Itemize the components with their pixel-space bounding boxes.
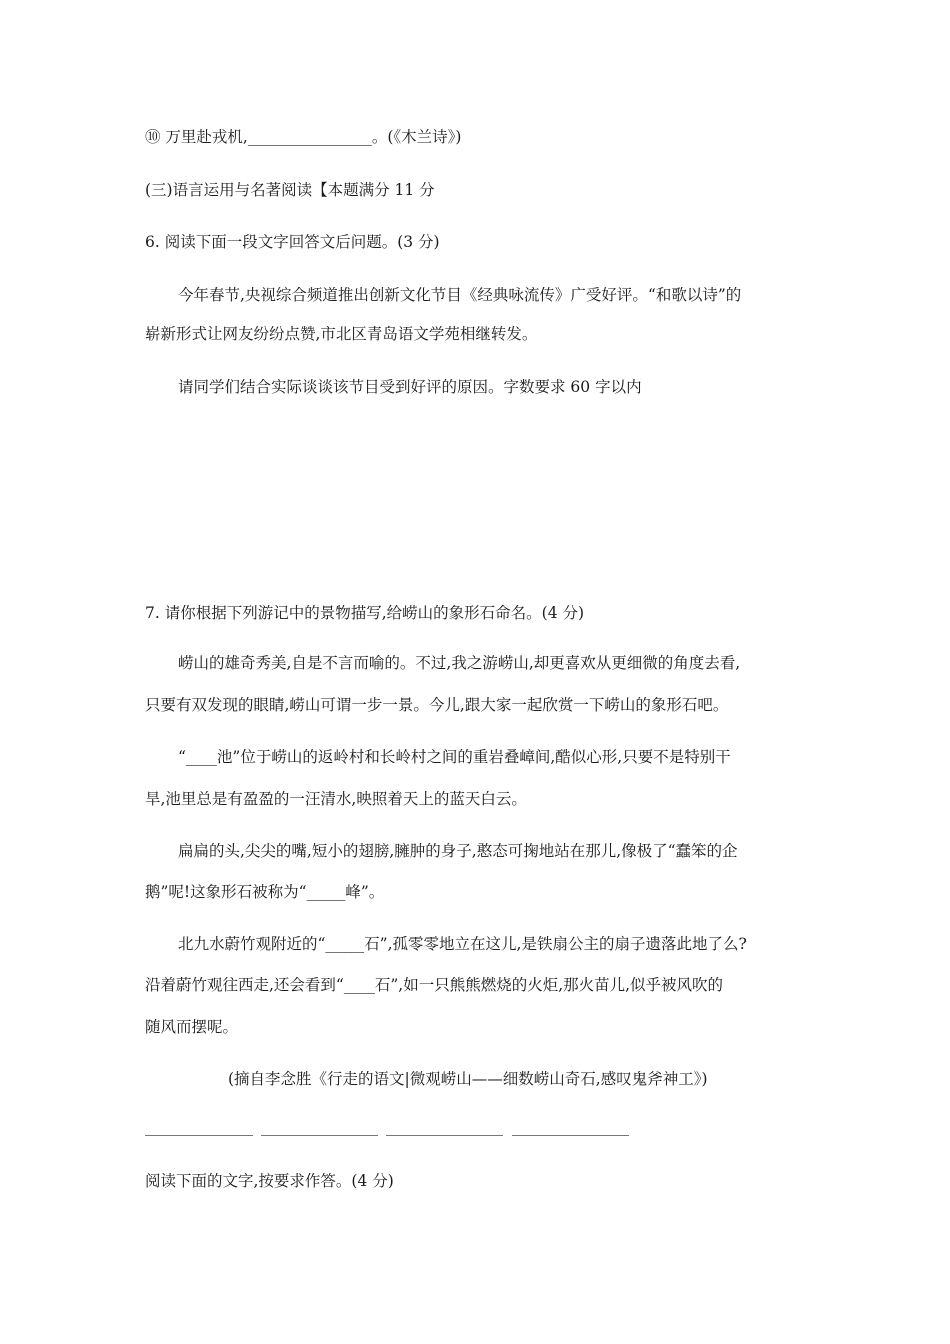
q6-instruction: 请同学们结合实际谈谈该节目受到好评的原因。字数要求 60 字以内 <box>178 378 642 396</box>
q7-paragraph-4-line-1: 北九水蔚竹观附近的“_____石”,孤零零地立在这儿,是铁扇公主的扇子遗落此地了么? <box>178 935 747 953</box>
source-citation: (摘自李念胜《行走的语文|微观崂山——细数崂山奇石,感叹鬼斧神工》) <box>228 1070 708 1088</box>
question-7-heading: 7. 请你根据下列游记中的景物描写,给崂山的象形石命名。(4 分) <box>145 604 585 622</box>
reading-instruction: 阅读下面的文字,按要求作答。(4 分) <box>145 1172 394 1190</box>
q7-paragraph-3-line-1: 扁扁的头,尖尖的嘴,短小的翅膀,臃肿的身子,憨态可掬地站在那儿,像极了“蠢笨的企 <box>178 842 738 860</box>
q7-paragraph-3-line-2: 鹅”呢!这象形石被称为“_____峰”。 <box>145 883 385 901</box>
q7-paragraph-2-line-1: “____池”位于崂山的返岭村和长岭村之间的重岩叠嶂间,酷似心形,只要不是特别干 <box>178 748 731 766</box>
q7-paragraph-1-line-2: 只要有双发现的眼睛,崂山可谓一步一景。今儿,跟大家一起欣赏一下崂山的象形石吧。 <box>145 696 729 714</box>
q6-paragraph-line-1: 今年春节,央视综合频道推出创新文化节目《经典咏流传》广受好评。“和歌以诗”的 <box>178 286 742 304</box>
q6-paragraph-line-2: 崭新形式让网友纷纷点赞,市北区青岛语文学苑相继转发。 <box>145 325 538 343</box>
answer-blank-4[interactable] <box>512 1135 629 1136</box>
q7-paragraph-4-line-2: 沿着蔚竹观往西走,还会看到“____石”,如一只熊熊燃烧的火炬,那火苗儿,似乎被风吹的 <box>145 976 724 994</box>
q7-paragraph-4-line-3: 随风而摆呢。 <box>145 1018 239 1036</box>
answer-blank-2[interactable] <box>261 1135 378 1136</box>
answer-blank-3[interactable] <box>386 1135 503 1136</box>
question-6-heading: 6. 阅读下面一段文字回答文后问题。(3 分) <box>145 233 440 251</box>
q7-paragraph-1-line-1: 崂山的雄奇秀美,自是不言而喻的。不过,我之游崂山,却更喜欢从更细微的角度去看, <box>178 654 741 672</box>
section-heading: (三)语言运用与名著阅读【本题满分 11 分 <box>145 181 435 199</box>
answer-blank-1[interactable] <box>145 1135 253 1136</box>
poem-fill-line: ⑩ 万里赴戎机,________________。(《木兰诗》) <box>145 128 462 146</box>
q7-paragraph-2-line-2: 旱,池里总是有盈盈的一汪清水,映照着天上的蓝天白云。 <box>145 790 527 808</box>
